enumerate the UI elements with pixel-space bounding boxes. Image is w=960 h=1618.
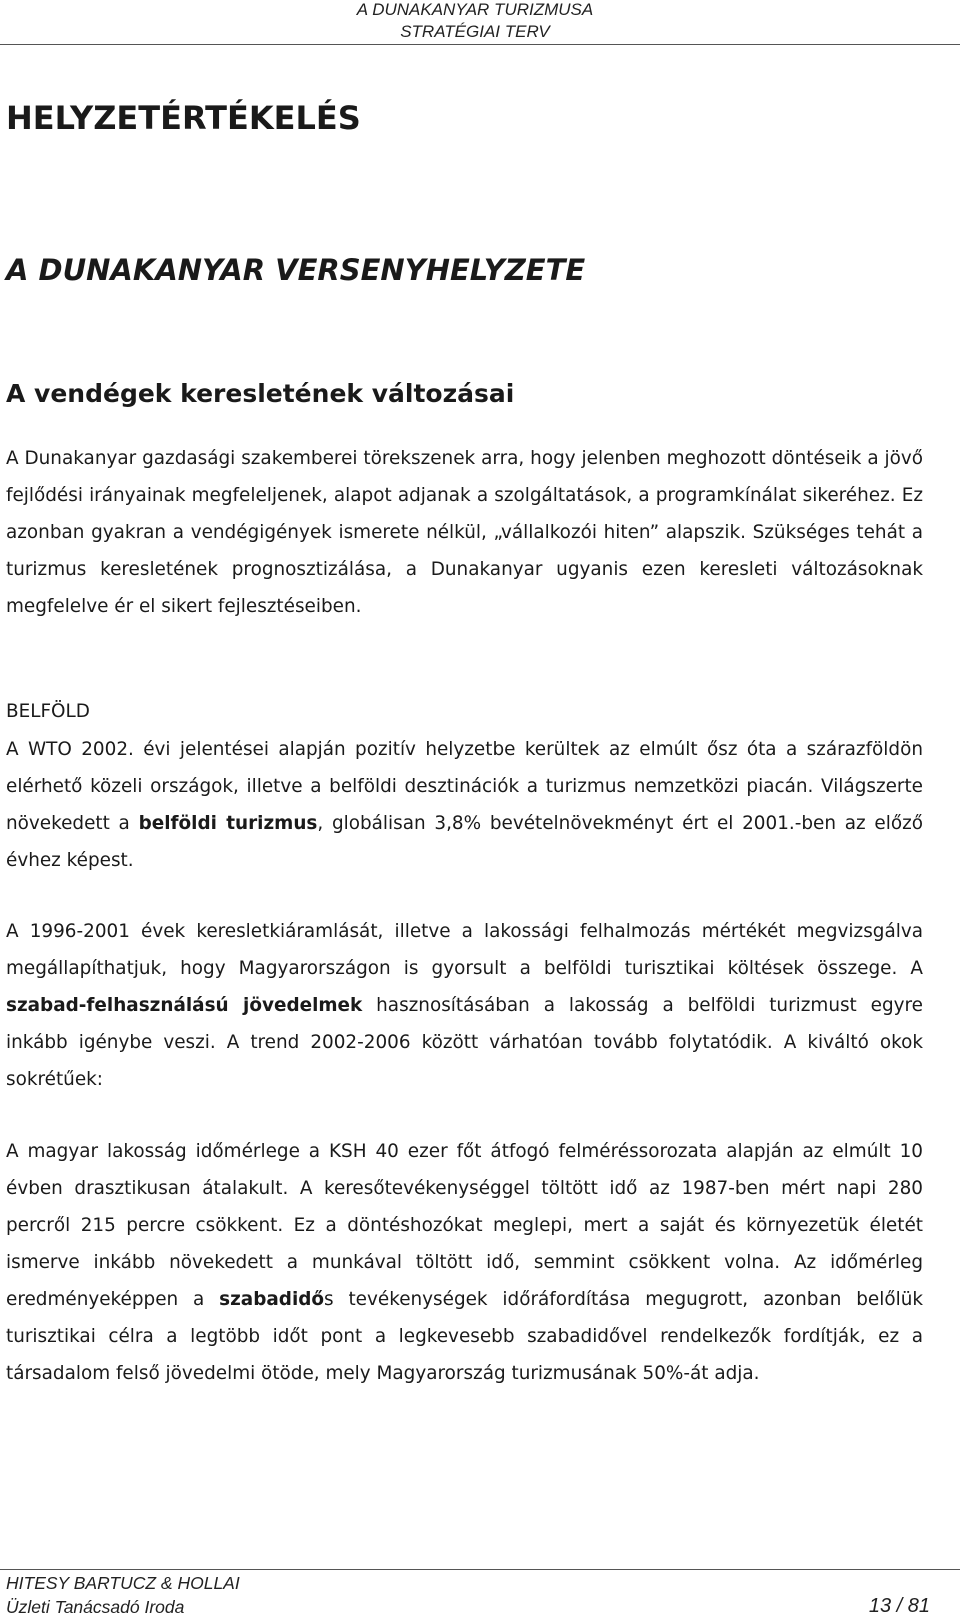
header-title-line2: STRATÉGIAI TERV — [400, 22, 550, 41]
section-heading: HELYZETÉRTÉKELÉS — [6, 99, 361, 137]
paragraph-wto — [6, 731, 923, 879]
page-number: 13 / 81 — [868, 1595, 930, 1617]
paragraph-time-budget — [6, 1133, 923, 1392]
paragraph-demand-text-2: hasznosításában a lakosság a belföldi turizmust egyre inkább igénybe veszi. A trend 2002-2006 között várhatóan tovább folytatódik. A kiváltó okok sokrétűek: — [6, 995, 923, 1090]
header-title-line1: A DUNAKANYAR TURIZMUSA — [356, 0, 594, 19]
paragraph-demand — [6, 913, 923, 1098]
paragraph-wto-text-2: , globálisan 3,8% bevételnövekményt ért el 2001.-ben az előző évhez képest. — [6, 813, 923, 871]
chapter-heading: A DUNAKANYAR VERSENYHELYZETE — [6, 253, 586, 287]
page-header — [0, 0, 960, 45]
footer-company-subtitle: Üzleti Tanácsadó Iroda — [6, 1597, 185, 1617]
paragraph-time-text-1: A magyar lakosság időmérlege a KSH 40 ezer főt átfogó felméréssorozata alapján az elmúlt 10 évben drasztikusan átalakult. A keresőtevékenységgel töltött idő az 1987-ben mért napi 280 percről 215 percre csökkent. Ez a döntéshozókat meglepi, mert a saját és környezetük életét ismerve inkább növekedett a munkával töltött idő, semmint csökkent volna. Az időmérleg eredményeképpen a — [6, 1141, 923, 1310]
paragraph-time-emphasis: szabadidő — [219, 1289, 325, 1310]
paragraph-demand-emphasis: szabad-felhasználású jövedelmek — [6, 995, 363, 1016]
paragraph-demand-text-1: A 1996-2001 évek keresletkiáramlását, illetve a lakossági felhalmozás mértékét megvizsgálva megállapíthatjuk, hogy Magyarországon is gyorsult a belföldi turisztikai költések összege. A — [6, 921, 923, 979]
header-divider — [0, 44, 960, 45]
footer-divider — [0, 1569, 960, 1570]
paragraph-intro: A Dunakanyar gazdasági szakemberei törekszenek arra, hogy jelenben meghozott döntéseik a jövő fejlődési irányainak megfeleljenek, alapot adjanak a szolgáltatások, a programkínálat sikeréhez. Ez azonban gyakran a vendégigények ismerete nélkül, „vállalkozói hiten” alapszik. Szükséges tehát a turizmus keresletének prognosztizálása, a Dunakanyar ugyanis ezen keresleti változásoknak megfelelve ér el sikert fejlesztéseiben. — [6, 448, 923, 617]
subsection-heading: A vendégek keresletének változásai — [6, 379, 515, 408]
label-belfold: BELFÖLD — [6, 701, 90, 722]
footer-company: HITESY BARTUCZ & HOLLAI — [6, 1573, 240, 1593]
paragraph-wto-emphasis: belföldi turizmus — [138, 813, 318, 834]
paragraph-wto-text-1: A WTO 2002. évi jelentései alapján pozitív helyzetbe kerültek az elmúlt ősz óta a szárazföldön elérhető közeli országok, illetve a belföldi desztinációk a turizmus nemzetközi piacán. Világszerte növekedett a — [6, 739, 923, 834]
paragraph-time-text-2: s tevékenységek időráfordítása megugrott, azonban belőlük turisztikai célra a legtöbb időt pont a legkevesebb szabadidővel rendelkezők fordítják, ez a társadalom felső jövedelmi ötöde, mely Magyarország turizmusának 50%-át adja. — [6, 1289, 923, 1384]
